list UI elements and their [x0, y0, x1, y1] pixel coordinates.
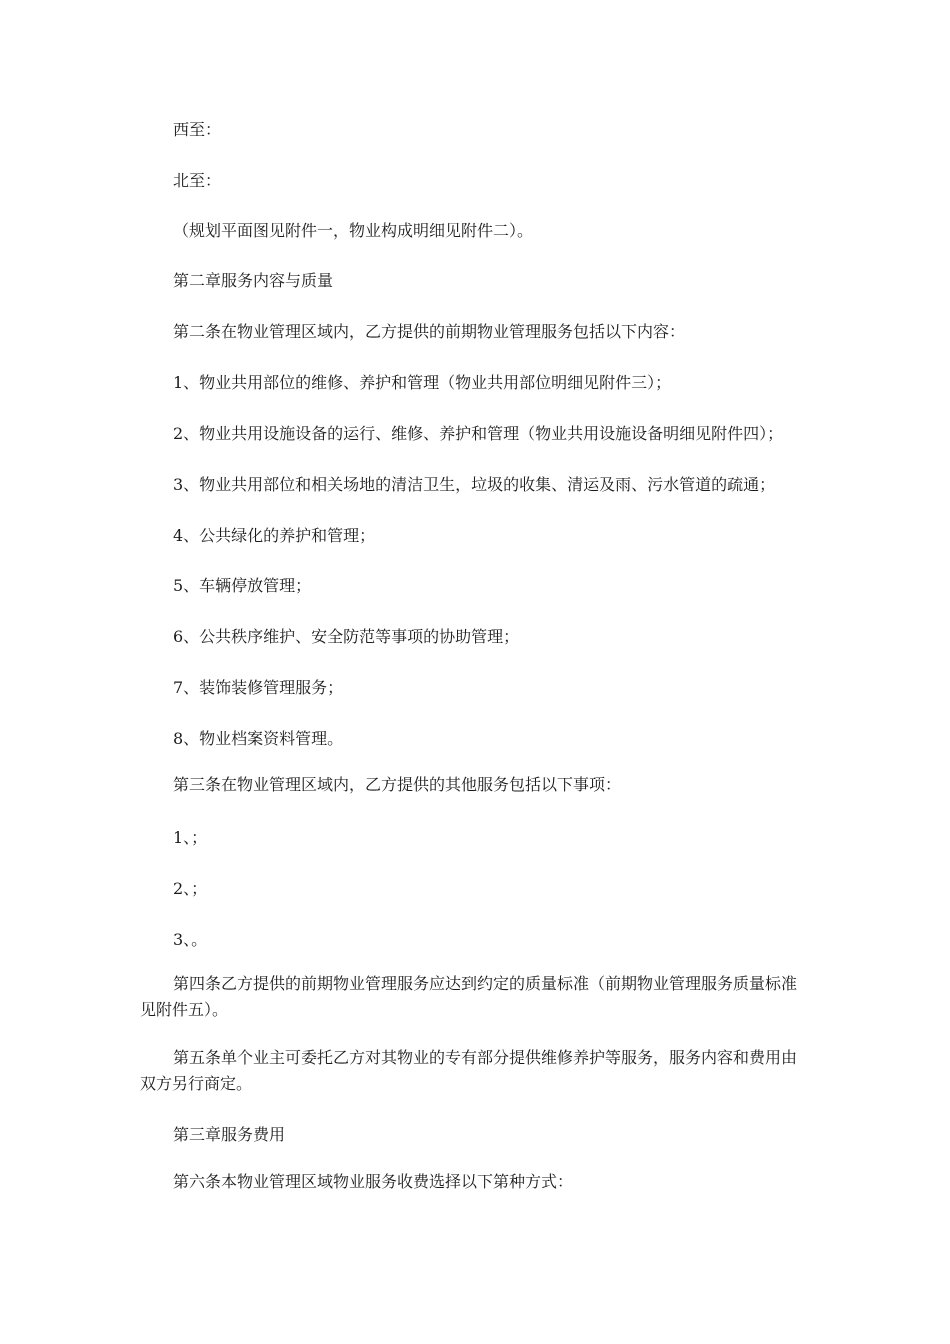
article-3-item-1: 1、；: [173, 828, 208, 847]
annex-note: （规划平面图见附件一，物业构成明细见附件二）。: [173, 221, 534, 240]
chapter-2-heading: 第二章服务内容与质量: [173, 271, 334, 290]
article-4: 第四条乙方提供的前期物业管理服务应达到约定的质量标准（前期物业管理服务质量标准见附件五）。: [140, 974, 798, 1019]
article-2-item-6: 6、公共秩序维护、安全防范等事项的协助管理；: [173, 627, 520, 646]
article-5: 第五条单个业主可委托乙方对其物业的专有部分提供维修养护等服务，服务内容和费用由双方另行商定。: [140, 1048, 798, 1093]
article-3-item-2: 2、；: [173, 879, 208, 898]
north-boundary-line: 北至：: [173, 171, 222, 190]
article-2: 第二条在物业管理区域内，乙方提供的前期物业管理服务包括以下内容：: [173, 322, 686, 341]
article-2-item-4: 4、公共绿化的养护和管理；: [173, 526, 376, 545]
article-2-item-2: 2、物业共用设施设备的运行、维修、养护和管理（物业共用设施设备明细见附件四）；: [173, 424, 784, 443]
article-6: 第六条本物业管理区域物业服务收费选择以下第种方式：: [173, 1172, 574, 1191]
article-2-item-7: 7、装饰装修管理服务；: [173, 678, 344, 697]
article-2-item-8: 8、物业档案资料管理。: [173, 729, 344, 748]
article-2-item-1: 1、物业共用部位的维修、养护和管理（物业共用部位明细见附件三）；: [173, 373, 672, 392]
article-2-item-5: 5、车辆停放管理；: [173, 576, 312, 595]
chapter-3-heading: 第三章服务费用: [173, 1125, 286, 1144]
west-boundary-line: 西至：: [173, 120, 222, 139]
article-3-item-3: 3、。: [173, 930, 208, 949]
article-3: 第三条在物业管理区域内，乙方提供的其他服务包括以下事项：: [173, 775, 622, 794]
article-2-item-3: 3、物业共用部位和相关场地的清洁卫生，垃圾的收集、清运及雨、污水管道的疏通；: [173, 475, 776, 494]
